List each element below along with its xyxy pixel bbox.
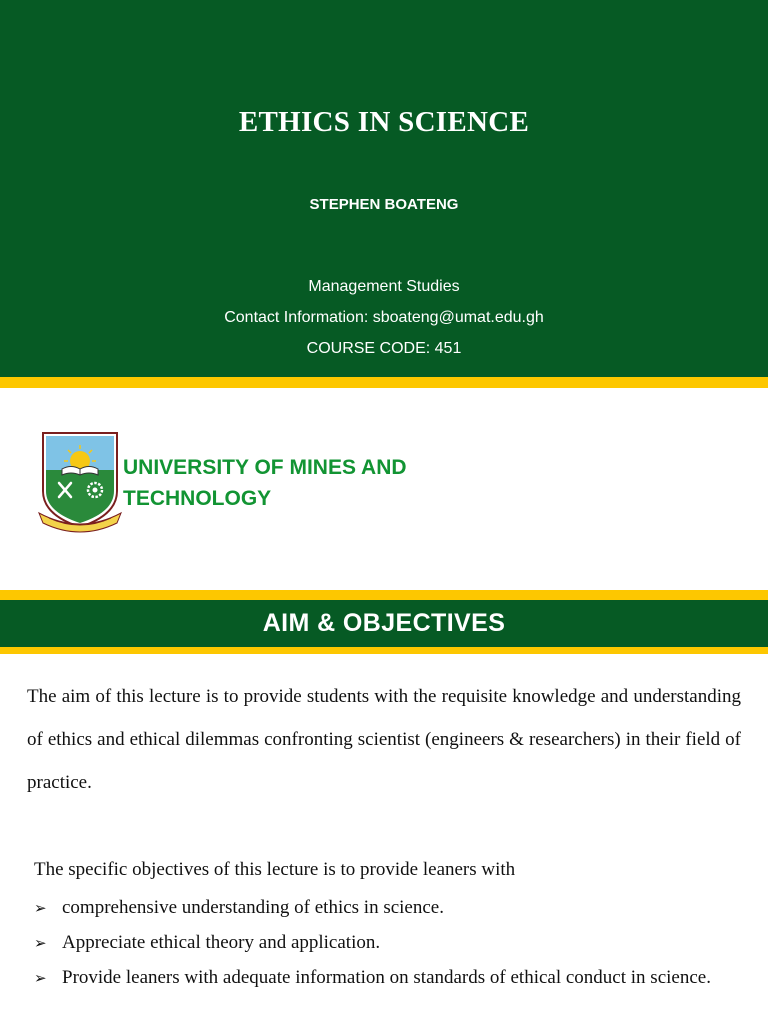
arrow-bullet-icon: ➢ [34, 899, 47, 917]
university-name-line1: UNIVERSITY OF MINES AND [123, 456, 407, 479]
list-item [34, 927, 736, 959]
section-bottom-stripe [0, 647, 768, 654]
contact-info-text: Contact Information: sboateng@umat.edu.gh [224, 309, 544, 326]
aim-paragraph: The aim of this lecture is to provide students with the requisite knowledge and understanding of ethics and ethical dilemmas confronting scientist (engineers & researchers) in their field of practice. [27, 686, 741, 793]
title-divider-stripe [0, 377, 768, 388]
objective-text: Appreciate ethical theory and application. [62, 932, 381, 953]
university-name-line2: TECHNOLOGY [123, 487, 272, 510]
presentation-title: ETHICS IN SCIENCE [238, 106, 530, 138]
university-name [123, 452, 463, 514]
section-heading: AIM & OBJECTIVES [262, 609, 506, 637]
course-code-text: COURSE CODE: 451 [306, 340, 462, 357]
list-item [34, 892, 736, 924]
objectives-intro: The specific objectives of this lecture is to provide leaners with [34, 859, 516, 880]
arrow-bullet-icon: ➢ [34, 934, 47, 952]
objectives-list [34, 892, 736, 997]
objective-text: comprehensive understanding of ethics in science. [62, 897, 444, 918]
author-name: STEPHEN BOATENG [309, 196, 459, 213]
university-crest-icon [37, 431, 123, 535]
section-banner [0, 600, 768, 647]
arrow-bullet-icon: ➢ [34, 969, 47, 987]
list-item [34, 962, 736, 994]
title-slide [0, 0, 768, 377]
department-text: Management Studies [308, 278, 460, 295]
objective-text: Provide leaners with adequate information on standards of ethical conduct in science. [62, 967, 711, 988]
section-top-stripe [0, 590, 768, 600]
